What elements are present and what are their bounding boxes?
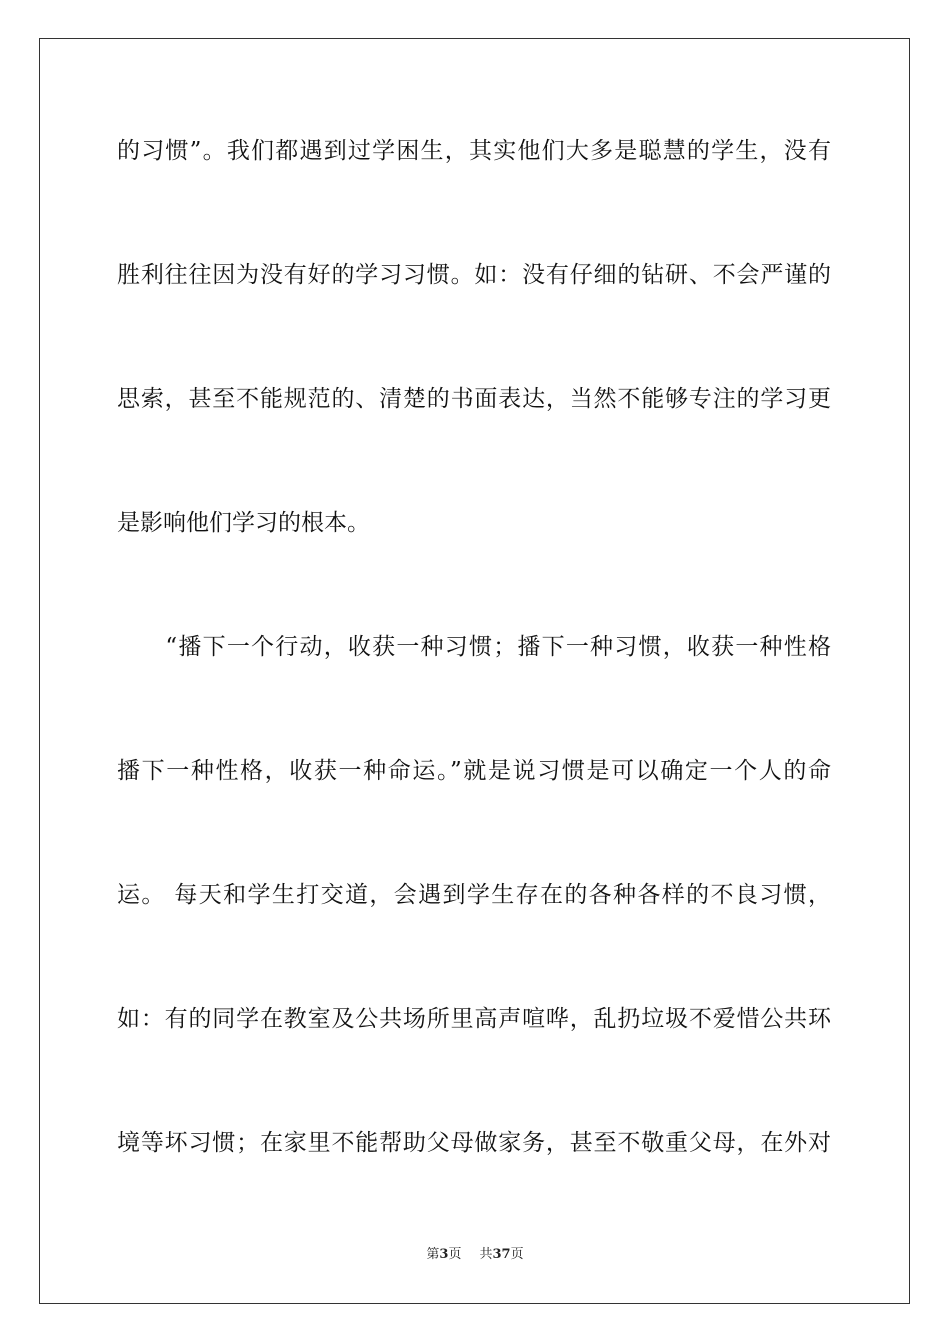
page-footer <box>0 1246 950 1264</box>
page-border <box>39 38 910 1304</box>
page-prefix: 第 <box>426 1247 440 1262</box>
text-line: 境等坏习惯；在家里不能帮助父母做家务，甚至不敬重父母，在外对 <box>117 1130 831 1156</box>
text-line: 是影响他们学习的根本。 <box>117 510 370 536</box>
page-number: 3 <box>439 1247 449 1262</box>
total-suffix: 页 <box>510 1247 524 1262</box>
text-line: 胜利往往因为没有好的学习习惯。如：没有仔细的钻研、不会严谨的 <box>117 262 831 288</box>
text-line: 运。 每天和学生打交道，会遇到学生存在的各种各样的不良习惯， <box>117 882 831 908</box>
total-prefix: 共 <box>479 1247 493 1262</box>
text-line: 如：有的同学在教室及公共场所里高声喧哗，乱扔垃圾不爱惜公共环 <box>117 1006 831 1032</box>
text-line: 播下一种性格，收获一种命运。”就是说习惯是可以确定一个人的命 <box>117 758 831 784</box>
total-pages: 37 <box>492 1247 511 1262</box>
page-suffix: 页 <box>448 1247 462 1262</box>
text-line: “播下一个行动，收获一种习惯；播下一种习惯，收获一种性格 <box>117 634 831 660</box>
text-line: 思索，甚至不能规范的、清楚的书面表达，当然不能够专注的学习更 <box>117 386 831 412</box>
text-line: 的习惯”。我们都遇到过学困生，其实他们大多是聪慧的学生，没有 <box>117 138 831 164</box>
